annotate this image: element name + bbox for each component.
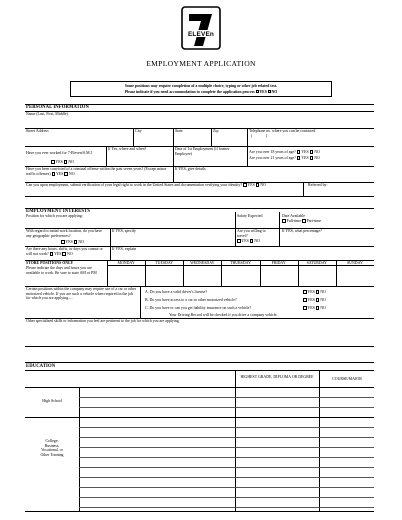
hours-label: Are there any hours, shifts, or days you cannot or will not work? — [26, 247, 103, 256]
location-no-label: NO — [78, 240, 84, 244]
convicted-yes-checkbox[interactable] — [52, 172, 56, 176]
age-18-label: Are you over 18 years of age? — [249, 150, 296, 154]
convicted-yes-label: YES — [56, 171, 64, 176]
age-21-no-label: NO — [314, 156, 320, 160]
travel-question: Are you willing to travel? — [237, 229, 266, 238]
travel-no-label: NO — [254, 239, 260, 243]
license-question: A. Do you have a valid driver's license? — [145, 290, 208, 294]
education-entry-line[interactable] — [79, 507, 374, 508]
grade-column-header: HIGHEST GRADE, DIPLOMA OR DEGREE — [240, 375, 314, 379]
phone-parens: ( ) — [251, 134, 268, 138]
page-title: EMPLOYMENT APPLICATION — [146, 59, 256, 68]
referred-by-field[interactable]: Referred by: — [308, 183, 328, 187]
logo-text: ELEVEn — [187, 30, 215, 38]
full-time-label: Full-time — [286, 219, 302, 223]
proof-no-checkbox[interactable] — [256, 183, 260, 187]
availability-slot-monday[interactable] — [107, 266, 145, 286]
license-no-label: NO — [320, 290, 326, 294]
high-school-label: High School — [42, 399, 62, 403]
schedule-options — [282, 219, 321, 224]
accommodation-notice — [70, 81, 332, 97]
convicted-no-checkbox[interactable] — [64, 172, 68, 176]
availability-slot-wednesday[interactable] — [183, 266, 221, 286]
other-skills-field[interactable]: Other specialized skills or information you feel are pertinent to the job for which you are applying — [26, 319, 179, 323]
hours-no-label: NO — [67, 251, 73, 256]
hours-explain-field[interactable]: If YES, explain — [112, 247, 137, 251]
state-field[interactable]: State — [175, 129, 183, 133]
proof-yes-label: YES — [247, 183, 255, 187]
personal-header: PERSONAL INFORMATION — [26, 105, 89, 110]
insurance-no-label: NO — [320, 306, 326, 310]
notice-line-2 — [71, 90, 331, 95]
vehicle-access-options — [303, 298, 326, 303]
age-21-question — [249, 156, 320, 161]
college-line-4: Other Training — [40, 452, 64, 457]
age-21-no-checkbox[interactable] — [310, 156, 314, 160]
education-entry-line[interactable] — [79, 397, 374, 398]
age-21-yes-checkbox[interactable] — [297, 156, 301, 160]
part-time-label: Part-time — [306, 219, 322, 223]
availability-slot-friday[interactable] — [260, 266, 298, 286]
education-entry-line[interactable] — [79, 447, 374, 448]
worked-question: Have you ever worked for 7-Eleven/S.M.I — [26, 151, 92, 155]
no-label: NO — [271, 89, 278, 94]
education-row-divider — [25, 417, 374, 418]
availability-slot-sunday[interactable] — [336, 266, 374, 286]
phone-field[interactable]: Telephone no. where you can be contacted — [249, 129, 316, 133]
salary-field[interactable]: Salary Expected — [237, 214, 263, 218]
education-entry-line[interactable] — [79, 427, 374, 428]
location-specify-field[interactable]: If YES, specify — [112, 229, 136, 233]
convicted-label: Have you been convicted of a criminal offense within the past seven years? (Except minor traffic offenses) — [26, 167, 167, 176]
travel-percentage-field[interactable]: If YES, what percentage? — [282, 229, 322, 233]
convicted-question — [26, 167, 171, 176]
education-section — [25, 362, 374, 512]
hours-question — [26, 247, 108, 256]
insurance-question: C. Do you have or can you get liability insurance on such a vehicle? — [145, 306, 252, 310]
hours-yes-checkbox[interactable] — [50, 252, 54, 256]
city-field[interactable]: City — [135, 129, 142, 133]
employment-header: EMPLOYMENT INTERESTS — [26, 209, 91, 214]
notice-line-1: Some positions may require completion of a multiple choice, typing or other job related test. — [124, 83, 278, 88]
education-entry-line[interactable] — [79, 487, 374, 488]
education-header: EDUCATION — [26, 364, 56, 369]
college-line-1: College, — [45, 439, 59, 443]
availability-slot-saturday[interactable] — [298, 266, 336, 286]
vehicle-access-yes-label: YES — [307, 298, 315, 302]
availability-slot-thursday[interactable] — [221, 266, 259, 286]
where-when-field[interactable]: If Yes, where and when? — [108, 147, 147, 151]
insurance-options — [303, 306, 326, 311]
store-positions-label: STORE POSITIONS ONLY — [26, 261, 74, 265]
age-18-question — [249, 150, 320, 155]
proof-label: Can you upon employment, submit verification of your legal right to work in the United States and documentation verifying your identity? — [26, 183, 242, 187]
travel-no-checkbox[interactable] — [250, 239, 254, 243]
travel-yes-label: YES — [241, 239, 249, 243]
age-18-yes-checkbox[interactable] — [297, 150, 301, 154]
seven-eleven-logo — [180, 6, 222, 50]
availability-slot-tuesday[interactable] — [145, 266, 183, 286]
employment-interests-section — [25, 208, 374, 348]
vehicle-access-question: B. Do you have access to a car or other motorized vehicle? — [145, 298, 237, 302]
college-line-2: Business, — [44, 443, 60, 448]
location-yes-label: YES — [65, 240, 73, 244]
part-time-checkbox[interactable] — [302, 219, 306, 223]
college-label — [25, 439, 79, 457]
zip-field[interactable]: Zip — [213, 129, 219, 133]
day-thursday: THURSDAY — [230, 261, 251, 265]
worked-yes-label: YES — [55, 160, 63, 164]
location-no-checkbox[interactable] — [74, 240, 78, 244]
travel-options — [237, 239, 260, 244]
license-yes-label: YES — [307, 290, 315, 294]
education-entry-line[interactable] — [79, 467, 374, 468]
worked-options — [51, 160, 74, 165]
driving-record-note: Your Driving Record will be checked if you drive a company vehicle. — [169, 313, 278, 317]
age-18-no-label: NO — [314, 150, 320, 154]
vehicle-access-no-checkbox[interactable] — [316, 298, 320, 302]
proof-question — [26, 183, 298, 188]
hours-no-checkbox[interactable] — [62, 252, 66, 256]
date-employment-field[interactable]: Date of 1st Employment (if former Employee) — [175, 147, 230, 156]
convicted-details-field[interactable]: If YES, give details. — [175, 167, 207, 171]
full-time-checkbox[interactable] — [282, 219, 286, 223]
day-tuesday: TUESDAY — [155, 261, 174, 265]
day-friday: FRIDAY — [271, 261, 286, 265]
insurance-no-checkbox[interactable] — [316, 306, 320, 310]
street-field[interactable]: Street Address — [26, 129, 49, 133]
day-saturday: SATURDAY — [306, 261, 327, 265]
yes-label: YES — [259, 89, 267, 94]
education-entry-line[interactable] — [79, 497, 374, 498]
store-note: Please indicate the days and hours you are available to work. Be sure to state AM or PM — [26, 266, 97, 275]
age-21-yes-label: YES — [301, 156, 309, 160]
license-no-checkbox[interactable] — [316, 290, 320, 294]
location-question: With regard to initial work location, do you have any geographic preferences? — [26, 229, 103, 238]
vehicle-access-no-label: NO — [320, 298, 326, 302]
logo-icon — [180, 6, 222, 50]
insurance-yes-label: YES — [307, 306, 315, 310]
vehicle-note: Certain positions within the company may require use of a car or other motorized vehicle. If you are such a vehicle when required in the job for which you are applying..... — [26, 287, 136, 301]
worked-no-checkbox[interactable] — [64, 160, 68, 164]
hours-yes-label: YES — [54, 251, 62, 256]
day-wednesday: WEDNESDAY — [190, 261, 215, 265]
proof-no-label: NO — [260, 183, 266, 187]
date-available-field[interactable]: Date Available — [282, 214, 305, 218]
day-monday: MONDAY — [117, 261, 135, 265]
license-options — [303, 290, 326, 295]
education-entry-line[interactable] — [79, 437, 374, 438]
location-options — [61, 240, 84, 245]
education-entry-line[interactable] — [79, 457, 374, 458]
position-field[interactable]: Position for which you are applying: — [26, 214, 83, 218]
day-sunday: SUNDAY — [346, 261, 363, 265]
age-21-label: Are you over 21 years of age? — [249, 156, 296, 160]
age-18-no-checkbox[interactable] — [310, 150, 314, 154]
college-line-3: Vocational, or — [41, 448, 63, 453]
education-entry-line[interactable] — [79, 477, 374, 478]
course-column-header: COURSE/MAJOR — [332, 377, 362, 381]
notice-line-2-text: Please indicate if you need accommodation to complete the application process — [124, 89, 255, 94]
worked-no-label: NO — [68, 160, 74, 164]
education-entry-line[interactable] — [79, 407, 374, 408]
name-field[interactable]: Name (Last, First, Middle) — [26, 112, 68, 116]
convicted-no-label: NO — [68, 171, 75, 176]
age-18-yes-label: YES — [301, 150, 309, 154]
